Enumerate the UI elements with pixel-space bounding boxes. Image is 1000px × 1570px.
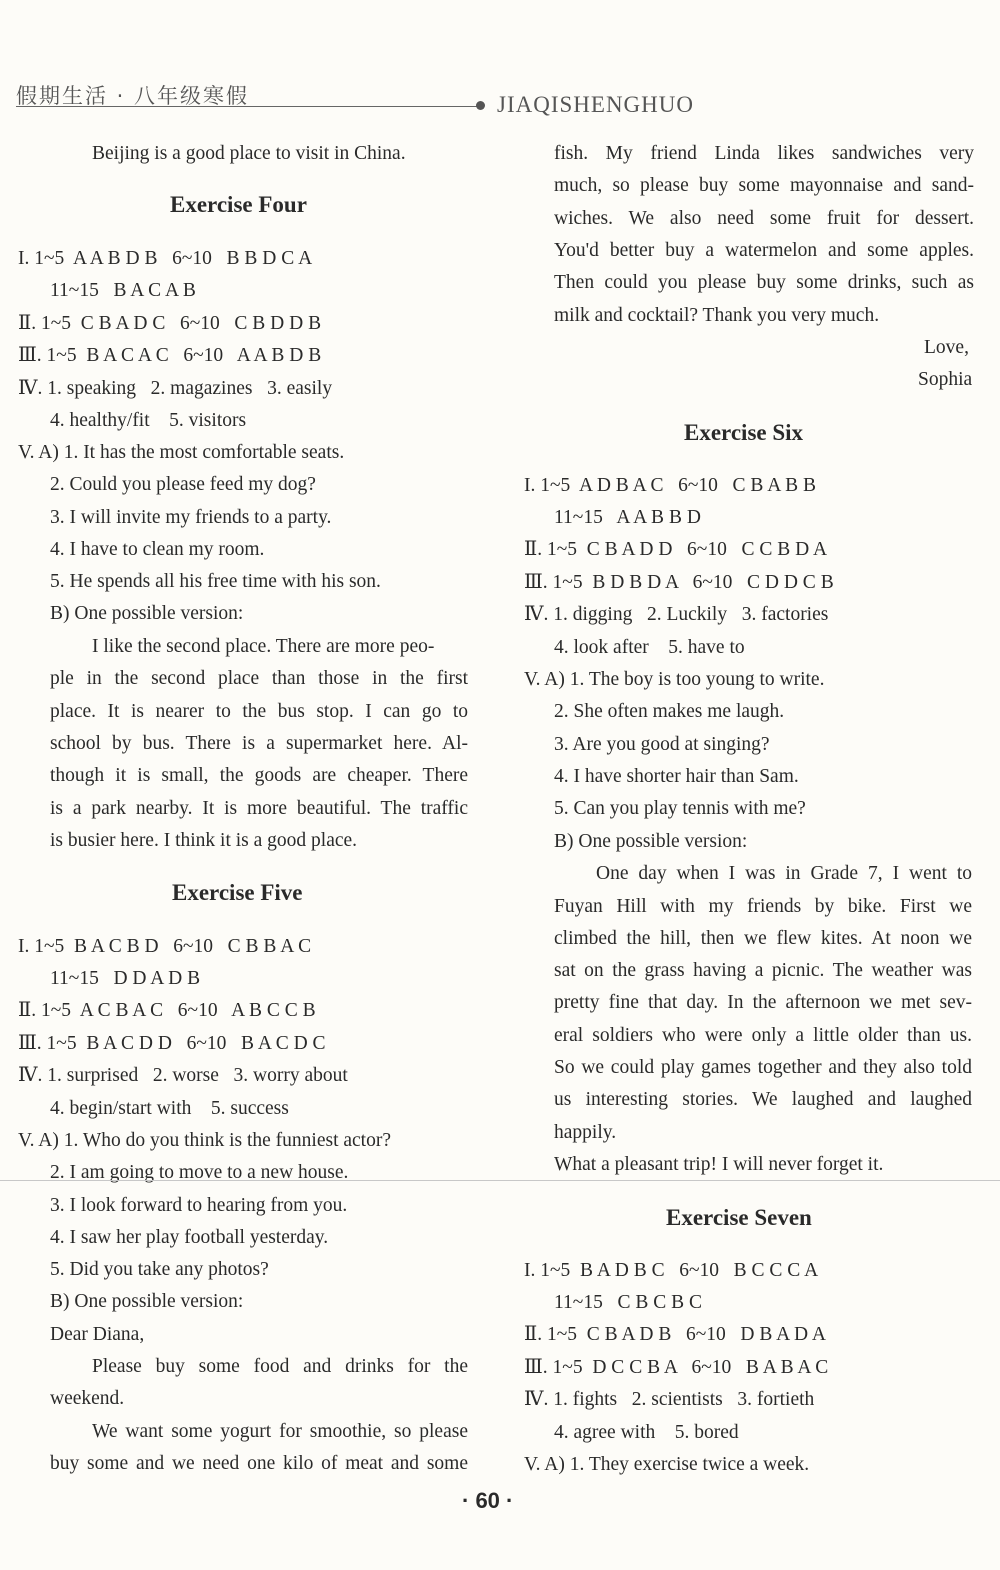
exercise-heading: Exercise Six xyxy=(684,420,804,445)
answer-line: 4. I have to clean my room. xyxy=(50,539,265,560)
answer-line: 4. healthy/fit 5. visitors xyxy=(50,410,247,431)
answer-line: B) One possible version: xyxy=(50,1291,244,1312)
answer-line: I like the second place. There are more peo- xyxy=(92,636,435,657)
answer-line: milk and cocktail? Thank you very much. xyxy=(554,305,880,326)
answer-line: Ⅱ. 1~5 C B A D D 6~10 C C B D A xyxy=(524,539,828,560)
answer-line: Sophia xyxy=(918,369,973,390)
answer-line: sat on the grass having a picnic. The weather was xyxy=(554,960,972,981)
answer-line: 11~15 B A C A B xyxy=(50,280,196,301)
answer-line: pretty fine that day. In the afternoon we met sev- xyxy=(554,992,972,1013)
answer-line: B) One possible version: xyxy=(50,603,244,624)
exercise-heading: Exercise Seven xyxy=(666,1205,812,1230)
answer-line: 3. I will invite my friends to a party. xyxy=(50,507,332,528)
answer-line: 5. Can you play tennis with me? xyxy=(554,798,806,819)
answer-line: fish. My friend Linda likes sandwiches very xyxy=(554,143,974,164)
answer-line: V. A) 1. They exercise twice a week. xyxy=(524,1454,810,1475)
answer-line: Then could you please buy some drinks, such as xyxy=(554,272,974,293)
answer-line: We want some yogurt for smoothie, so please xyxy=(92,1421,468,1442)
answer-line: V. A) 1. Who do you think is the funniest actor? xyxy=(18,1130,391,1151)
answer-line: buy some and we need one kilo of meat and some xyxy=(50,1453,468,1474)
page-number: · 60 · xyxy=(462,1488,514,1513)
answer-line: I. 1~5 A A B D B 6~10 B B D C A xyxy=(18,248,313,269)
answer-line: Ⅳ. 1. digging 2. Luckily 3. factories xyxy=(524,604,829,625)
answer-line: 4. begin/start with 5. success xyxy=(50,1098,289,1119)
answer-line: So we could play games together and they also told xyxy=(554,1057,972,1078)
answer-line: much, so please buy some mayonnaise and sand- xyxy=(554,175,974,196)
answer-line: though it is small, the goods are cheaper. There xyxy=(50,765,468,786)
answer-line: 2. I am going to move to a new house. xyxy=(50,1162,349,1183)
answer-line: 5. He spends all his free time with his son. xyxy=(50,571,381,592)
answer-line: climbed the hill, then we flew kites. At noon we xyxy=(554,928,972,949)
answer-line: wiches. We also need some fruit for dessert. xyxy=(554,208,974,229)
answer-line: Dear Diana, xyxy=(50,1324,145,1345)
answer-line: I. 1~5 A D B A C 6~10 C B A B B xyxy=(524,475,817,496)
answer-line: 11~15 C B C B C xyxy=(554,1292,702,1313)
answer-line: Ⅲ. 1~5 B A C A C 6~10 A A B D B xyxy=(18,345,322,366)
answer-line: eral soldiers who were only a little older than us. xyxy=(554,1025,972,1046)
answer-line: Ⅱ. 1~5 A C B A C 6~10 A B C C B xyxy=(18,1000,316,1021)
answer-line: place. It is nearer to the bus stop. I can go to xyxy=(50,701,468,722)
answer-line: happily. xyxy=(554,1122,617,1143)
answer-line: 11~15 D D A D B xyxy=(50,968,201,989)
answer-line: 3. Are you good at singing? xyxy=(554,734,770,755)
answer-line: V. A) 1. The boy is too young to write. xyxy=(524,669,825,690)
answer-line: school by bus. There is a supermarket here. Al- xyxy=(50,733,468,754)
answer-line: Ⅲ. 1~5 D C C B A 6~10 B A B A C xyxy=(524,1357,829,1378)
answer-line: I. 1~5 B A D B C 6~10 B C C C A xyxy=(524,1260,819,1281)
answer-line: weekend. xyxy=(50,1388,125,1409)
answer-line: is a park nearby. It is more beautiful. The traffic xyxy=(50,798,468,819)
answer-line: Please buy some food and drinks for the xyxy=(92,1356,468,1377)
answer-line: 4. I have shorter hair than Sam. xyxy=(554,766,799,787)
answer-line: Ⅲ. 1~5 B A C D D 6~10 B A C D C xyxy=(18,1033,326,1054)
exercise-heading: Exercise Five xyxy=(172,880,303,905)
answer-line: 5. Did you take any photos? xyxy=(50,1259,269,1280)
answer-line: B) One possible version: xyxy=(554,831,748,852)
right-column xyxy=(500,0,1000,1570)
answer-line: is busier here. I think it is a good place. xyxy=(50,830,358,851)
answer-line: You'd better buy a watermelon and some apples. xyxy=(554,240,974,261)
answer-line: ple in the second place than those in the first xyxy=(50,668,468,689)
answer-line: V. A) 1. It has the most comfortable seats. xyxy=(18,442,345,463)
answer-line: One day when I was in Grade 7, I went to xyxy=(596,863,972,884)
answer-line: 4. agree with 5. bored xyxy=(554,1422,739,1443)
answer-line: 2. She often makes me laugh. xyxy=(554,701,785,722)
answer-line: 2. Could you please feed my dog? xyxy=(50,474,316,495)
answer-line: 3. I look forward to hearing from you. xyxy=(50,1195,348,1216)
header-left-title: 假期生活 · 八年级寒假 xyxy=(16,84,250,108)
answer-line: Ⅱ. 1~5 C B A D B 6~10 D B A D A xyxy=(524,1324,826,1345)
answer-line: Ⅳ. 1. fights 2. scientists 3. fortieth xyxy=(524,1389,815,1410)
answer-line: Beijing is a good place to visit in China. xyxy=(92,143,406,164)
answer-line: Love, xyxy=(924,337,969,358)
exercise-heading: Exercise Four xyxy=(170,192,307,217)
answer-line: 4. look after 5. have to xyxy=(554,637,745,658)
answer-line: us interesting stories. We laughed and laughed xyxy=(554,1089,972,1110)
answer-line: 4. I saw her play football yesterday. xyxy=(50,1227,329,1248)
answer-line: Ⅳ. 1. speaking 2. magazines 3. easily xyxy=(18,378,333,399)
answer-line: Ⅲ. 1~5 B D B D A 6~10 C D D C B xyxy=(524,572,834,593)
answer-line: Fuyan Hill with my friends by bike. First we xyxy=(554,896,972,917)
answer-line: Ⅳ. 1. surprised 2. worse 3. worry about xyxy=(18,1065,348,1086)
answer-line: What a pleasant trip! I will never forget it. xyxy=(554,1154,884,1175)
answer-line: Ⅱ. 1~5 C B A D C 6~10 C B D D B xyxy=(18,313,322,334)
column-divider-line xyxy=(0,1180,1000,1181)
header-right-title: JIAQISHENGHUO xyxy=(497,92,694,117)
answer-line: 11~15 A A B B D xyxy=(554,507,701,528)
answer-line: I. 1~5 B A C B D 6~10 C B B A C xyxy=(18,936,312,957)
